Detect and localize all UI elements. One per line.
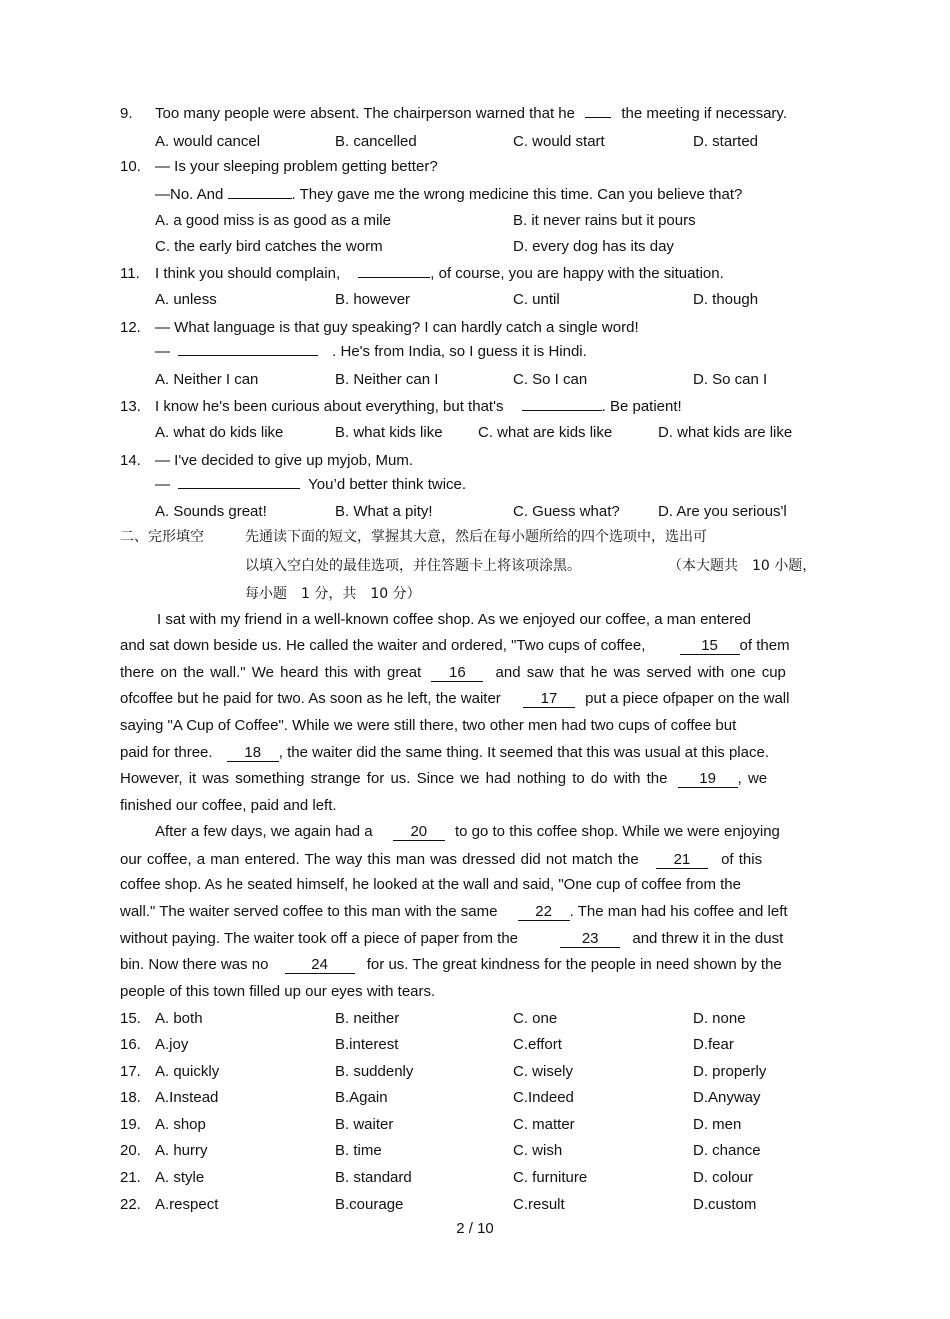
option-b: B. cancelled	[335, 133, 417, 150]
stem-text: You’d better think twice.	[308, 476, 467, 493]
option-b: B.Again	[335, 1089, 388, 1106]
option-d: D. properly	[693, 1063, 767, 1080]
question-stem-reply	[155, 476, 466, 494]
option-d: D. what kids are like	[658, 424, 793, 441]
answer-blank	[358, 277, 430, 278]
question-number: 13.	[120, 398, 141, 415]
option-c: C. the early bird catches the worm	[155, 238, 383, 255]
stem-text: —	[155, 476, 170, 493]
question-number: 14.	[120, 452, 141, 469]
option-b: B. suddenly	[335, 1063, 414, 1080]
passage-text: ofcoffee but he paid for two. As soon as he left, the waiter	[120, 690, 501, 707]
stem-text: . They gave me the wrong medicine this time. Can you believe that?	[291, 186, 743, 203]
cloze-blank: 22	[518, 904, 570, 921]
passage-line	[155, 823, 780, 841]
question-stem: — Is your sleeping problem getting better?	[155, 158, 438, 175]
option-a: A. what do kids like	[155, 424, 284, 441]
stem-text: —No. And	[155, 186, 228, 203]
stem-text: . Be patient!	[601, 398, 682, 415]
option-a: A. a good miss is as good as a mile	[155, 212, 391, 229]
question-stem-reply	[155, 343, 587, 361]
cloze-number: 22.	[120, 1196, 141, 1213]
passage-line: saying "A Cup of Coffee". While we were still there, two other men had two cups of coffee but	[120, 717, 737, 734]
passage-text: After a few days, we again had a	[155, 823, 373, 840]
passage-text: of this	[721, 851, 763, 868]
question-number: 9.	[120, 105, 133, 122]
stem-text: . He's from India, so I guess it is Hindi.	[332, 343, 587, 360]
option-c: C.Indeed	[513, 1089, 574, 1106]
option-c: C. until	[513, 291, 560, 308]
passage-text: , we	[737, 770, 768, 787]
stem-text: I know he's been curious about everything, but that's	[155, 398, 504, 415]
option-d: D. though	[693, 291, 759, 308]
passage-line	[120, 770, 767, 788]
cloze-number: 19.	[120, 1116, 141, 1133]
option-a: A.respect	[155, 1196, 219, 1213]
cloze-blank: 21	[656, 852, 708, 869]
question-stem	[155, 398, 682, 416]
stem-text: I think you should complain,	[155, 265, 341, 282]
passage-text: without paying. The waiter took off a piece of paper from the	[120, 930, 519, 947]
page-number: 2 / 10	[456, 1220, 494, 1237]
cloze-number: 18.	[120, 1089, 141, 1106]
option-d: D. started	[693, 133, 759, 150]
section-instructions: 以填入空白处的最佳选项，并住答题卡上将该项涂黑。	[245, 558, 581, 574]
option-c: C.effort	[513, 1036, 562, 1053]
passage-line: I sat with my friend in a well-known coffee shop. As we enjoyed our coffee, a man entered	[157, 611, 751, 628]
answer-blank	[522, 410, 602, 411]
passage-line	[120, 851, 762, 869]
option-b: B.courage	[335, 1196, 404, 1213]
option-b: B. waiter	[335, 1116, 394, 1133]
option-a: A. quickly	[155, 1063, 220, 1080]
answer-blank	[228, 198, 292, 199]
passage-text: wall." The waiter served coffee to this man with the same	[120, 903, 498, 920]
option-c: C. would start	[513, 133, 605, 150]
option-d: D. none	[693, 1010, 746, 1027]
question-stem	[155, 265, 724, 283]
cloze-blank: 18	[227, 745, 279, 762]
option-b: B. however	[335, 291, 411, 308]
cloze-blank: 16	[431, 665, 483, 682]
option-c: C. furniture	[513, 1169, 588, 1186]
option-d: D. Are you serious'l	[658, 503, 787, 520]
option-a: A. both	[155, 1010, 203, 1027]
option-c: C. wisely	[513, 1063, 574, 1080]
passage-line	[120, 637, 790, 655]
passage-text: and saw that he was served with one cup	[495, 664, 786, 681]
option-d: D.Anyway	[693, 1089, 761, 1106]
option-a: A. unless	[155, 291, 217, 308]
cloze-blank: 24	[285, 957, 355, 974]
option-c: C. matter	[513, 1116, 575, 1133]
option-d: D. colour	[693, 1169, 754, 1186]
passage-line	[120, 664, 786, 682]
stem-text: , of course, you are happy with the situation.	[430, 265, 724, 282]
passage-line	[120, 956, 782, 974]
passage-line: people of this town filled up our eyes with tears.	[120, 983, 436, 1000]
section-label: 二、完形填空	[120, 529, 204, 545]
option-d: D. So can I	[693, 371, 768, 388]
option-d: D.fear	[693, 1036, 734, 1053]
answer-blank	[178, 488, 300, 489]
passage-text: However, it was something strange for us. Since we had nothing to do with the	[120, 770, 668, 787]
option-b: B. Neither can I	[335, 371, 439, 388]
passage-text: of them	[739, 637, 790, 654]
option-b: B. time	[335, 1142, 382, 1159]
option-b: B. What a pity!	[335, 503, 433, 520]
section-instructions: 每小题 1 分，共 10 分）	[245, 586, 421, 602]
stem-text: —	[155, 343, 170, 360]
passage-line	[120, 930, 783, 948]
option-a: A. Neither I can	[155, 371, 259, 388]
option-c: C. wish	[513, 1142, 563, 1159]
option-a: A. shop	[155, 1116, 206, 1133]
passage-line: coffee shop. As he seated himself, he looked at the wall and said, "One cup of coffee from the	[120, 876, 741, 893]
option-a: A. style	[155, 1169, 205, 1186]
passage-text: and threw it in the dust	[632, 930, 784, 947]
option-c: C.result	[513, 1196, 565, 1213]
passage-line	[120, 744, 769, 762]
option-b: B. it never rains but it pours	[513, 212, 696, 229]
cloze-blank: 19	[678, 771, 738, 788]
question-stem-reply	[155, 186, 742, 204]
option-c: C. Guess what?	[513, 503, 620, 520]
question-number: 10.	[120, 158, 141, 175]
cloze-number: 21.	[120, 1169, 141, 1186]
option-d: D.custom	[693, 1196, 757, 1213]
cloze-blank: 20	[393, 824, 445, 841]
question-stem: — What language is that guy speaking? I can hardly catch a single word!	[155, 319, 639, 336]
question-number: 12.	[120, 319, 141, 336]
cloze-number: 15.	[120, 1010, 141, 1027]
option-b: B. neither	[335, 1010, 400, 1027]
passage-text: . The man had his coffee and left	[569, 903, 788, 920]
section-instructions: 先通读下面的短文，掌握其大意，然后在每小题所给的四个选项中，选出可	[245, 529, 707, 545]
passage-text: bin. Now there was no	[120, 956, 269, 973]
cloze-number: 17.	[120, 1063, 141, 1080]
passage-text: for us. The great kindness for the people in need shown by the	[366, 956, 782, 973]
cloze-number: 16.	[120, 1036, 141, 1053]
option-c: C. what are kids like	[478, 424, 613, 441]
option-a: A. hurry	[155, 1142, 208, 1159]
passage-text: our coffee, a man entered. The way this man was dressed did not match the	[120, 851, 639, 868]
option-d: D. every dog has its day	[513, 238, 674, 255]
passage-text: to go to this coffee shop. While we were enjoying	[454, 823, 780, 840]
passage-text: there on the wall." We heard this with great	[120, 664, 422, 681]
option-b: B.interest	[335, 1036, 399, 1053]
option-c: C. So I can	[513, 371, 588, 388]
question-stem: — I've decided to give up myjob, Mum.	[155, 452, 413, 469]
option-d: D. chance	[693, 1142, 761, 1159]
answer-blank	[585, 117, 611, 118]
option-c: C. one	[513, 1010, 558, 1027]
cloze-number: 20.	[120, 1142, 141, 1159]
passage-line: finished our coffee, paid and left.	[120, 797, 337, 814]
option-a: A.joy	[155, 1036, 189, 1053]
option-a: A.Instead	[155, 1089, 219, 1106]
option-d: D. men	[693, 1116, 742, 1133]
passage-text: paid for three.	[120, 744, 213, 761]
passage-line	[120, 690, 789, 708]
cloze-blank: 17	[523, 691, 575, 708]
question-number: 11.	[120, 265, 140, 282]
option-a: A. Sounds great!	[155, 503, 267, 520]
option-a: A. would cancel	[155, 133, 261, 150]
question-stem	[155, 105, 787, 123]
passage-text: , the waiter did the same thing. It seemed that this was usual at this place.	[278, 744, 769, 761]
cloze-blank: 23	[560, 931, 620, 948]
answer-blank	[178, 355, 318, 356]
option-b: B. standard	[335, 1169, 412, 1186]
passage-text: and sat down beside us. He called the waiter and ordered, "Two cups of coffee,	[120, 637, 646, 654]
stem-text: the meeting if necessary.	[621, 105, 787, 122]
cloze-blank: 15	[680, 638, 740, 655]
passage-line	[120, 903, 788, 921]
section-note: （本大题共 10 小题，	[668, 558, 817, 574]
passage-text: put a piece ofpaper on the wall	[585, 690, 790, 707]
stem-text: Too many people were absent. The chairperson warned that he	[155, 105, 575, 122]
option-b: B. what kids like	[335, 424, 443, 441]
